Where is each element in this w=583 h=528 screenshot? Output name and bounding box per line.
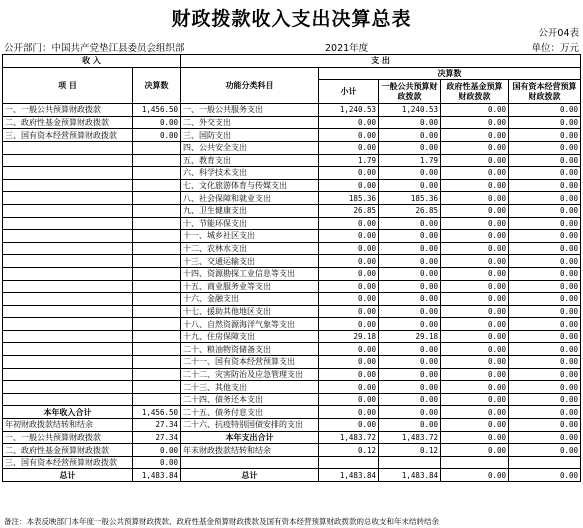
income-item-cell: 二、政府性基金预算财政拨款 [3,444,133,457]
income-item-cell: 一、一般公共预算财政拨款 [3,431,133,444]
unit-label: 单位：万元 [531,43,579,54]
state-capital-cell: 0.00 [509,280,581,293]
general-budget-cell: 0.00 [379,305,441,318]
state-capital-cell: 0.00 [509,381,581,394]
year-label: 2021年度 [325,43,369,54]
income-amount-cell: 0.00 [133,129,181,142]
subtotal-cell: 0.00 [319,167,379,180]
subtotal-cell: 1,483.72 [319,431,379,444]
table-row [3,419,581,432]
subtotal-cell: 0.00 [319,356,379,369]
function-item-cell: 十一、城乡社区支出 [181,230,319,243]
income-item-cell: 三、国有资本经营预算财政拨款 [3,456,133,469]
income-item-cell [3,318,133,331]
general-budget-cell: 1.79 [379,154,441,167]
state-capital-cell: 0.00 [509,116,581,129]
general-budget-cell: 0.00 [379,230,441,243]
table-row [3,356,581,369]
subtotal-cell: 0.00 [319,129,379,142]
table-row [3,280,581,293]
general-budget-cell: 0.00 [379,167,441,180]
income-amount-cell [133,368,181,381]
income-amount-cell [133,293,181,306]
function-item-cell: 八、社会保障和就业支出 [181,192,319,205]
income-amount-cell [133,154,181,167]
general-budget-cell: 0.00 [379,116,441,129]
income-amount-cell [133,179,181,192]
function-item-cell: 十八、自然资源海洋气象等支出 [181,318,319,331]
general-budget-header: 一般公共预算财政拨款 [379,80,441,104]
subtotal-cell: 0.00 [319,305,379,318]
income-amount-cell [133,318,181,331]
subtotal-cell: 26.85 [319,204,379,217]
income-item-cell [3,255,133,268]
income-item-cell [3,368,133,381]
subtotal-cell: 0.00 [319,179,379,192]
state-capital-cell: 0.00 [509,305,581,318]
function-item-cell: 六、科学技术支出 [181,167,319,180]
fund-budget-cell: 0.00 [441,431,509,444]
fund-budget-cell: 0.00 [441,419,509,432]
state-capital-cell: 0.00 [509,242,581,255]
subtotal-cell: 185.36 [319,192,379,205]
income-amount-cell [133,267,181,280]
table-row [3,242,581,255]
table-row [3,104,581,117]
state-capital-cell: 0.00 [509,293,581,306]
fund-budget-cell: 0.00 [441,444,509,457]
table-row [3,343,581,356]
state-capital-cell: 0.00 [509,267,581,280]
general-budget-cell: 0.00 [379,129,441,142]
subtotal-cell: 1,240.53 [319,104,379,117]
subtotal-cell: 1.79 [319,154,379,167]
fund-budget-cell: 0.00 [441,255,509,268]
state-capital-cell: 0.00 [509,406,581,419]
income-item-cell [3,179,133,192]
fund-budget-header: 政府性基金预算财政拨款 [441,80,509,104]
income-amount-cell [133,280,181,293]
general-budget-cell: 26.85 [379,204,441,217]
income-item-cell [3,167,133,180]
state-capital-cell: 0.00 [509,255,581,268]
fund-budget-cell: 0.00 [441,242,509,255]
fund-budget-cell: 0.00 [441,141,509,154]
function-item-cell: 十七、援助其他地区支出 [181,305,319,318]
income-amount-cell [133,230,181,243]
fund-budget-cell: 0.00 [441,318,509,331]
general-budget-cell: 29.18 [379,330,441,343]
income-amount-cell [133,356,181,369]
table-row [3,204,581,217]
function-item-cell: 十三、交通运输支出 [181,255,319,268]
state-capital-cell: 0.00 [509,431,581,444]
fund-budget-cell: 0.00 [441,116,509,129]
general-budget-cell [379,456,441,469]
general-budget-cell: 0.00 [379,343,441,356]
fund-budget-cell: 0.00 [441,469,509,482]
income-item-cell: 三、国有资本经营预算财政拨款 [3,129,133,142]
function-item-cell: 二十二、灾害防治及应急管理支出 [181,368,319,381]
state-capital-cell: 0.00 [509,129,581,142]
function-item-cell: 十、节能环保支出 [181,217,319,230]
income-item-cell [3,356,133,369]
function-item-cell: 五、教育支出 [181,154,319,167]
state-capital-cell [509,456,581,469]
general-budget-cell: 0.00 [379,356,441,369]
state-capital-cell: 0.00 [509,154,581,167]
general-budget-cell: 0.00 [379,280,441,293]
table-row [3,230,581,243]
income-amount-cell [133,141,181,154]
fund-budget-cell: 0.00 [441,204,509,217]
fund-budget-cell: 0.00 [441,154,509,167]
function-item-cell: 九、卫生健康支出 [181,204,319,217]
fund-budget-cell: 0.00 [441,305,509,318]
income-amount-cell [133,242,181,255]
state-capital-cell: 0.00 [509,368,581,381]
function-item-cell: 四、公共安全支出 [181,141,319,154]
general-budget-cell: 0.00 [379,217,441,230]
subtotal-cell: 0.00 [319,116,379,129]
function-item-cell: 十六、金融支出 [181,293,319,306]
subtotal-cell: 0.00 [319,267,379,280]
function-item-cell: 七、文化旅游体育与传媒支出 [181,179,319,192]
income-item-cell: 一、一般公共预算财政拨款 [3,104,133,117]
subtotal-cell: 0.00 [319,230,379,243]
state-capital-cell: 0.00 [509,330,581,343]
fund-budget-cell: 0.00 [441,293,509,306]
fund-budget-cell: 0.00 [441,267,509,280]
footnote: 备注：本表反映部门本年度一般公共预算财政拨款、政府性基金预算财政拨款及国有资本经营预算财政拨款的总收支和年末结转结余 [4,517,439,526]
income-amount-cell: 1,456.50 [133,104,181,117]
income-amount-cell [133,305,181,318]
state-capital-cell: 0.00 [509,192,581,205]
subtotal-cell: 0.00 [319,293,379,306]
income-item-cell [3,293,133,306]
function-item-cell: 总计 [181,469,319,482]
table-row [3,154,581,167]
table-row [3,368,581,381]
state-capital-cell: 0.00 [509,167,581,180]
function-item-cell: 二、外交支出 [181,116,319,129]
table-row [3,217,581,230]
function-item-cell: 一、一般公共服务支出 [181,104,319,117]
table-row [3,116,581,129]
fund-budget-cell: 0.00 [441,393,509,406]
state-capital-header: 国有资本经营预算财政拨款 [509,80,581,104]
subtotal-cell: 29.18 [319,330,379,343]
fund-budget-cell: 0.00 [441,230,509,243]
table-row [3,330,581,343]
table-row [3,167,581,180]
function-item-cell: 年末财政拨款结转和结余 [181,444,319,457]
function-item-cell: 二十一、国有资本经营预算支出 [181,356,319,369]
subtotal-cell: 0.00 [319,381,379,394]
form-code: 公开04表 [538,28,579,39]
general-budget-cell: 0.00 [379,318,441,331]
general-budget-cell: 0.00 [379,419,441,432]
state-capital-cell: 0.00 [509,204,581,217]
income-amount-cell [133,393,181,406]
income-item-cell [3,280,133,293]
state-capital-cell: 0.00 [509,419,581,432]
income-amount-cell [133,330,181,343]
table-row [3,469,581,482]
income-item-cell [3,242,133,255]
table-row [3,267,581,280]
function-item-cell: 十五、商业服务业等支出 [181,280,319,293]
state-capital-cell: 0.00 [509,444,581,457]
state-capital-cell: 0.00 [509,469,581,482]
fund-budget-cell [441,456,509,469]
general-budget-cell: 0.00 [379,242,441,255]
expense-amount-header: 决算数 [319,67,581,80]
subtotal-cell: 1,483.84 [319,469,379,482]
table-row [3,179,581,192]
income-item-cell [3,154,133,167]
state-capital-cell: 0.00 [509,343,581,356]
general-budget-cell: 0.00 [379,179,441,192]
general-budget-cell: 0.00 [379,255,441,268]
income-amount-cell [133,217,181,230]
table-row [3,141,581,154]
table-row [3,129,581,142]
subtotal-cell [319,456,379,469]
subtotal-cell: 0.00 [319,393,379,406]
income-amount-cell: 0.00 [133,444,181,457]
function-item-cell: 二十三、其他支出 [181,381,319,394]
fund-budget-cell: 0.00 [441,368,509,381]
fund-budget-cell: 0.00 [441,217,509,230]
subtotal-header: 小计 [319,80,379,104]
function-item-cell: 十四、资源勘探工业信息等支出 [181,267,319,280]
income-amount-cell: 27.34 [133,431,181,444]
income-item-cell [3,192,133,205]
table-row [3,456,581,469]
fund-budget-cell: 0.00 [441,356,509,369]
income-amount-cell [133,255,181,268]
income-item-cell [3,305,133,318]
general-budget-cell: 0.00 [379,406,441,419]
income-item-cell [3,141,133,154]
income-item-cell: 二、政府性基金预算财政拨款 [3,116,133,129]
general-budget-cell: 1,240.53 [379,104,441,117]
state-capital-cell: 0.00 [509,356,581,369]
subtotal-cell: 0.00 [319,318,379,331]
general-budget-cell: 1,483.72 [379,431,441,444]
table-row [3,381,581,394]
subtotal-cell: 0.00 [319,419,379,432]
table-row [3,293,581,306]
state-capital-cell: 0.00 [509,104,581,117]
table-row [3,393,581,406]
subtotal-cell: 0.00 [319,255,379,268]
table-row [3,318,581,331]
income-amount-cell [133,167,181,180]
function-item-cell: 二十六、抗疫特别国债安排的支出 [181,419,319,432]
income-amount-cell [133,204,181,217]
income-item-cell: 年初财政拨款结转和结余 [3,419,133,432]
item-header: 项 目 [3,67,133,104]
state-capital-cell: 0.00 [509,217,581,230]
income-header: 收 入 [3,55,181,68]
income-amount-cell [133,343,181,356]
fund-budget-cell: 0.00 [441,330,509,343]
function-category-header: 功能分类科目 [181,67,319,104]
income-amount-cell: 1,456.50 [133,406,181,419]
fund-budget-cell: 0.00 [441,280,509,293]
subtotal-cell: 0.00 [319,217,379,230]
general-budget-cell: 0.00 [379,393,441,406]
income-item-cell [3,393,133,406]
subtotal-cell: 0.00 [319,368,379,381]
function-item-cell: 二十、粮油物资储备支出 [181,343,319,356]
budget-table [2,54,581,482]
subtotal-cell: 0.00 [319,343,379,356]
table-row [3,444,581,457]
function-item-cell: 本年支出合计 [181,431,319,444]
table-row [3,305,581,318]
income-item-cell [3,230,133,243]
report-title: 财政拨款收入支出决算总表 [171,8,412,30]
subtotal-cell: 0.00 [319,280,379,293]
income-amount-cell: 1,483.84 [133,469,181,482]
function-item-cell: 三、国防支出 [181,129,319,142]
income-amount-cell [133,381,181,394]
general-budget-cell: 0.00 [379,381,441,394]
general-budget-cell: 0.00 [379,267,441,280]
state-capital-cell: 0.00 [509,393,581,406]
income-item-cell: 本年收入合计 [3,406,133,419]
income-item-cell [3,381,133,394]
table-row [3,255,581,268]
general-budget-cell: 0.00 [379,141,441,154]
subtotal-cell: 0.00 [319,242,379,255]
fund-budget-cell: 0.00 [441,167,509,180]
fund-budget-cell: 0.00 [441,406,509,419]
income-amount-cell: 0.00 [133,116,181,129]
income-item-cell [3,267,133,280]
income-item-cell [3,330,133,343]
function-item-cell [181,456,319,469]
income-amount-cell [133,192,181,205]
subtotal-cell: 0.00 [319,406,379,419]
table-row [3,431,581,444]
subtotal-cell: 0.00 [319,141,379,154]
income-item-cell [3,343,133,356]
income-item-cell [3,217,133,230]
expense-header: 支 出 [181,55,581,68]
function-item-cell: 十二、农林水支出 [181,242,319,255]
fund-budget-cell: 0.00 [441,179,509,192]
income-amount-cell: 0.00 [133,456,181,469]
fund-budget-cell: 0.00 [441,192,509,205]
income-item-cell [3,204,133,217]
general-budget-cell: 1,483.84 [379,469,441,482]
state-capital-cell: 0.00 [509,230,581,243]
fund-budget-cell: 0.00 [441,381,509,394]
general-budget-cell: 0.00 [379,368,441,381]
function-item-cell: 二十四、债务还本支出 [181,393,319,406]
state-capital-cell: 0.00 [509,141,581,154]
table-row [3,192,581,205]
fund-budget-cell: 0.00 [441,129,509,142]
state-capital-cell: 0.00 [509,318,581,331]
income-amount-cell: 27.34 [133,419,181,432]
income-amount-header: 决算数 [133,67,181,104]
general-budget-cell: 185.36 [379,192,441,205]
function-item-cell: 二十五、债务付息支出 [181,406,319,419]
general-budget-cell: 0.12 [379,444,441,457]
department-label: 公开部门：中国共产党垫江县委员会组织部 [4,43,185,54]
fund-budget-cell: 0.00 [441,104,509,117]
state-capital-cell: 0.00 [509,179,581,192]
general-budget-cell: 0.00 [379,293,441,306]
subtotal-cell: 0.12 [319,444,379,457]
table-row [3,406,581,419]
income-item-cell: 总计 [3,469,133,482]
fund-budget-cell: 0.00 [441,343,509,356]
function-item-cell: 十九、住房保障支出 [181,330,319,343]
